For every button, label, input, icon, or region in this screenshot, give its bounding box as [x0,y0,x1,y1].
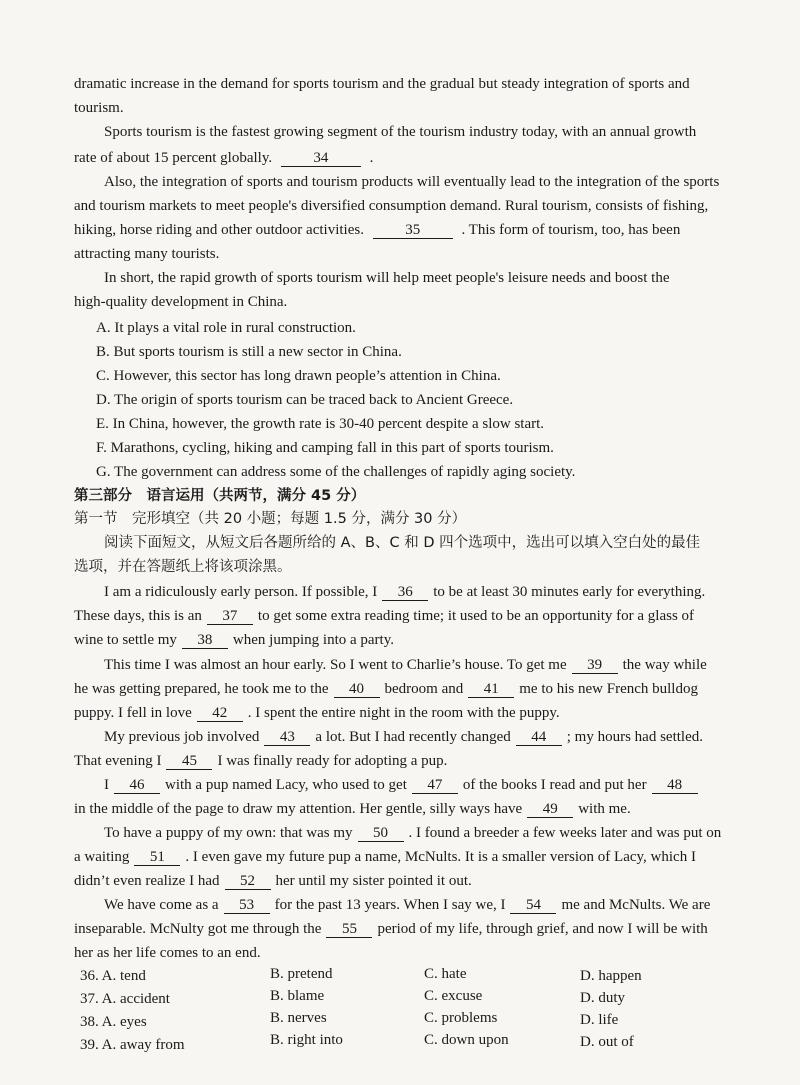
cloze-text: of the books I read and put her [462,777,647,793]
cloze-line [74,630,754,650]
blank-40[interactable]: 40 [334,681,380,698]
cloze-text: a lot. But I had recently changed [315,729,511,745]
cloze-text: ; my hours had settled. [566,729,703,745]
cloze-text: to be at least 30 minutes early for everything. [433,584,706,600]
blank-38[interactable]: 38 [182,632,228,649]
cloze-text: her until my sister pointed it out. [275,873,472,889]
choice-36-b: B. pretend [270,966,333,982]
cloze-text: with me. [578,801,631,817]
passage-line: high-quality development in China. [74,294,288,310]
cloze-text: the way while [622,657,707,673]
cloze-line [74,799,754,819]
cloze-line [104,655,754,675]
choice-37-c: C. excuse [424,988,483,1004]
choice-38-d: D. life [580,1012,619,1028]
cloze-text: me to his new French bulldog [519,681,698,697]
choice-38-a: 38. A. eyes [80,1014,147,1030]
cloze-text: period of my life, through grief, and now I will be with [377,921,708,937]
choice-39-a: 39. A. away from [80,1037,185,1053]
blank-50[interactable]: 50 [358,825,404,842]
passage-text: rate of about 15 percent globally. [74,150,273,166]
cloze-line [74,871,754,891]
option-a: A. It plays a vital role in rural construction. [96,320,356,336]
cloze-line [104,823,754,843]
cloze-text: I [104,777,109,793]
cloze-text: I was finally ready for adopting a pup. [217,753,448,769]
cloze-line [74,919,754,939]
cloze-text: . I even gave my future pup a name, McNults. It is a smaller version of Lacy, which I [185,849,696,865]
option-e: E. In China, however, the growth rate is 30-40 percent despite a slow start. [96,416,545,432]
blank-51[interactable]: 51 [134,849,180,866]
cloze-text: wine to settle my [74,632,177,648]
cloze-text: . I spent the entire night in the room with the puppy. [247,705,560,721]
cloze-text: with a pup named Lacy, who used to get [165,777,407,793]
cloze-line [74,703,754,723]
cloze-line [104,775,754,795]
cloze-text: puppy. I fell in love [74,705,192,721]
passage-text: . This form of tourism, too, has been [461,222,681,238]
choice-36-c: C. hate [424,966,467,982]
blank-39[interactable]: 39 [572,657,618,674]
cloze-text: . I found a breeder a few weeks later and was put on [408,825,722,841]
instructions: 阅读下面短文，从短文后各题所给的 A、B、C 和 D 四个选项中，选出可以填入空白处的最佳 [104,535,701,551]
blank-47[interactable]: 47 [412,777,458,794]
passage-line: Also, the integration of sports and tourism products will eventually lead to the integration of the sports [104,174,720,190]
blank-41[interactable]: 41 [468,681,514,698]
cloze-line: her as her life comes to an end. [74,945,261,961]
choice-38-c: C. problems [424,1010,498,1026]
passage-line: and tourism markets to meet people's diversified consumption demand. Rural tourism, consists of fishing, [74,198,709,214]
cloze-line [74,847,754,867]
cloze-text: me and McNults. We are [561,897,711,913]
blank-44[interactable]: 44 [516,729,562,746]
passage-line [74,148,754,168]
blank-34[interactable]: 34 [281,150,361,167]
cloze-text: These days, this is an [74,608,202,624]
cloze-line [104,895,754,915]
option-d: D. The origin of sports tourism can be traced back to Ancient Greece. [96,392,514,408]
cloze-text: he was getting prepared, he took me to the [74,681,329,697]
cloze-line [74,679,754,699]
cloze-line [104,727,754,747]
choice-39-d: D. out of [580,1034,634,1050]
subsection-heading: 第一节 完形填空（共 20 小题；每题 1.5 分，满分 30 分） [74,511,467,527]
cloze-text: to get some extra reading time; it used to be an opportunity for a glass of [257,608,695,624]
cloze-line [74,606,754,626]
cloze-text: To have a puppy of my own: that was my [104,825,353,841]
option-f: F. Marathons, cycling, hiking and camping fall in this part of sports tourism. [96,440,554,456]
passage-line: tourism. [74,100,124,116]
choice-37-b: B. blame [270,988,325,1004]
blank-52[interactable]: 52 [225,873,271,890]
blank-49[interactable]: 49 [527,801,573,818]
cloze-text: a waiting [74,849,130,865]
blank-45[interactable]: 45 [166,753,212,770]
cloze-text: bedroom and [384,681,464,697]
choice-36-a: 36. A. tend [80,968,146,984]
option-b: B. But sports tourism is still a new sector in China. [96,344,402,360]
blank-37[interactable]: 37 [207,608,253,625]
cloze-text: inseparable. McNulty got me through the [74,921,322,937]
option-g: G. The government can address some of the challenges of rapidly aging society. [96,464,576,480]
cloze-line [104,582,754,602]
blank-53[interactable]: 53 [224,897,270,914]
cloze-text: My previous job involved [104,729,260,745]
section-heading: 第三部分 语言运用（共两节，满分 45 分） [74,488,366,504]
choice-37-a: 37. A. accident [80,991,170,1007]
blank-36[interactable]: 36 [382,584,428,601]
passage-text: hiking, horse riding and other outdoor activities. [74,222,364,238]
cloze-text: That evening I [74,753,162,769]
blank-46[interactable]: 46 [114,777,160,794]
blank-35[interactable]: 35 [373,222,453,239]
blank-54[interactable]: 54 [510,897,556,914]
choice-39-b: B. right into [270,1032,343,1048]
passage-line: Sports tourism is the fastest growing segment of the tourism industry today, with an annual growth [104,124,697,140]
passage-line: In short, the rapid growth of sports tourism will help meet people's leisure needs and boost the [104,270,670,286]
cloze-text: I am a ridiculously early person. If possible, I [104,584,378,600]
cloze-text: in the middle of the page to draw my attention. Her gentle, silly ways have [74,801,523,817]
choice-38-b: B. nerves [270,1010,327,1026]
cloze-text: for the past 13 years. When I say we, I [274,897,506,913]
passage-line: attracting many tourists. [74,246,220,262]
cloze-text: We have come as a [104,897,219,913]
cloze-text: This time I was almost an hour early. So I went to Charlie’s house. To get me [104,657,567,673]
passage-line: dramatic increase in the demand for sports tourism and the gradual but steady integration of sports and [74,76,690,92]
cloze-text: didn’t even realize I had [74,873,220,889]
cloze-line [74,751,754,771]
blank-48[interactable]: 48 [652,777,698,794]
choice-39-c: C. down upon [424,1032,509,1048]
passage-line [74,220,754,240]
instructions: 选项，并在答题纸上将该项涂黑。 [74,559,292,575]
blank-55[interactable]: 55 [326,921,372,938]
blank-42[interactable]: 42 [197,705,243,722]
cloze-text: when jumping into a party. [232,632,394,648]
choice-37-d: D. duty [580,990,625,1006]
blank-43[interactable]: 43 [264,729,310,746]
choice-36-d: D. happen [580,968,642,984]
passage-text: . [369,150,374,166]
option-c: C. However, this sector has long drawn people’s attention in China. [96,368,501,384]
